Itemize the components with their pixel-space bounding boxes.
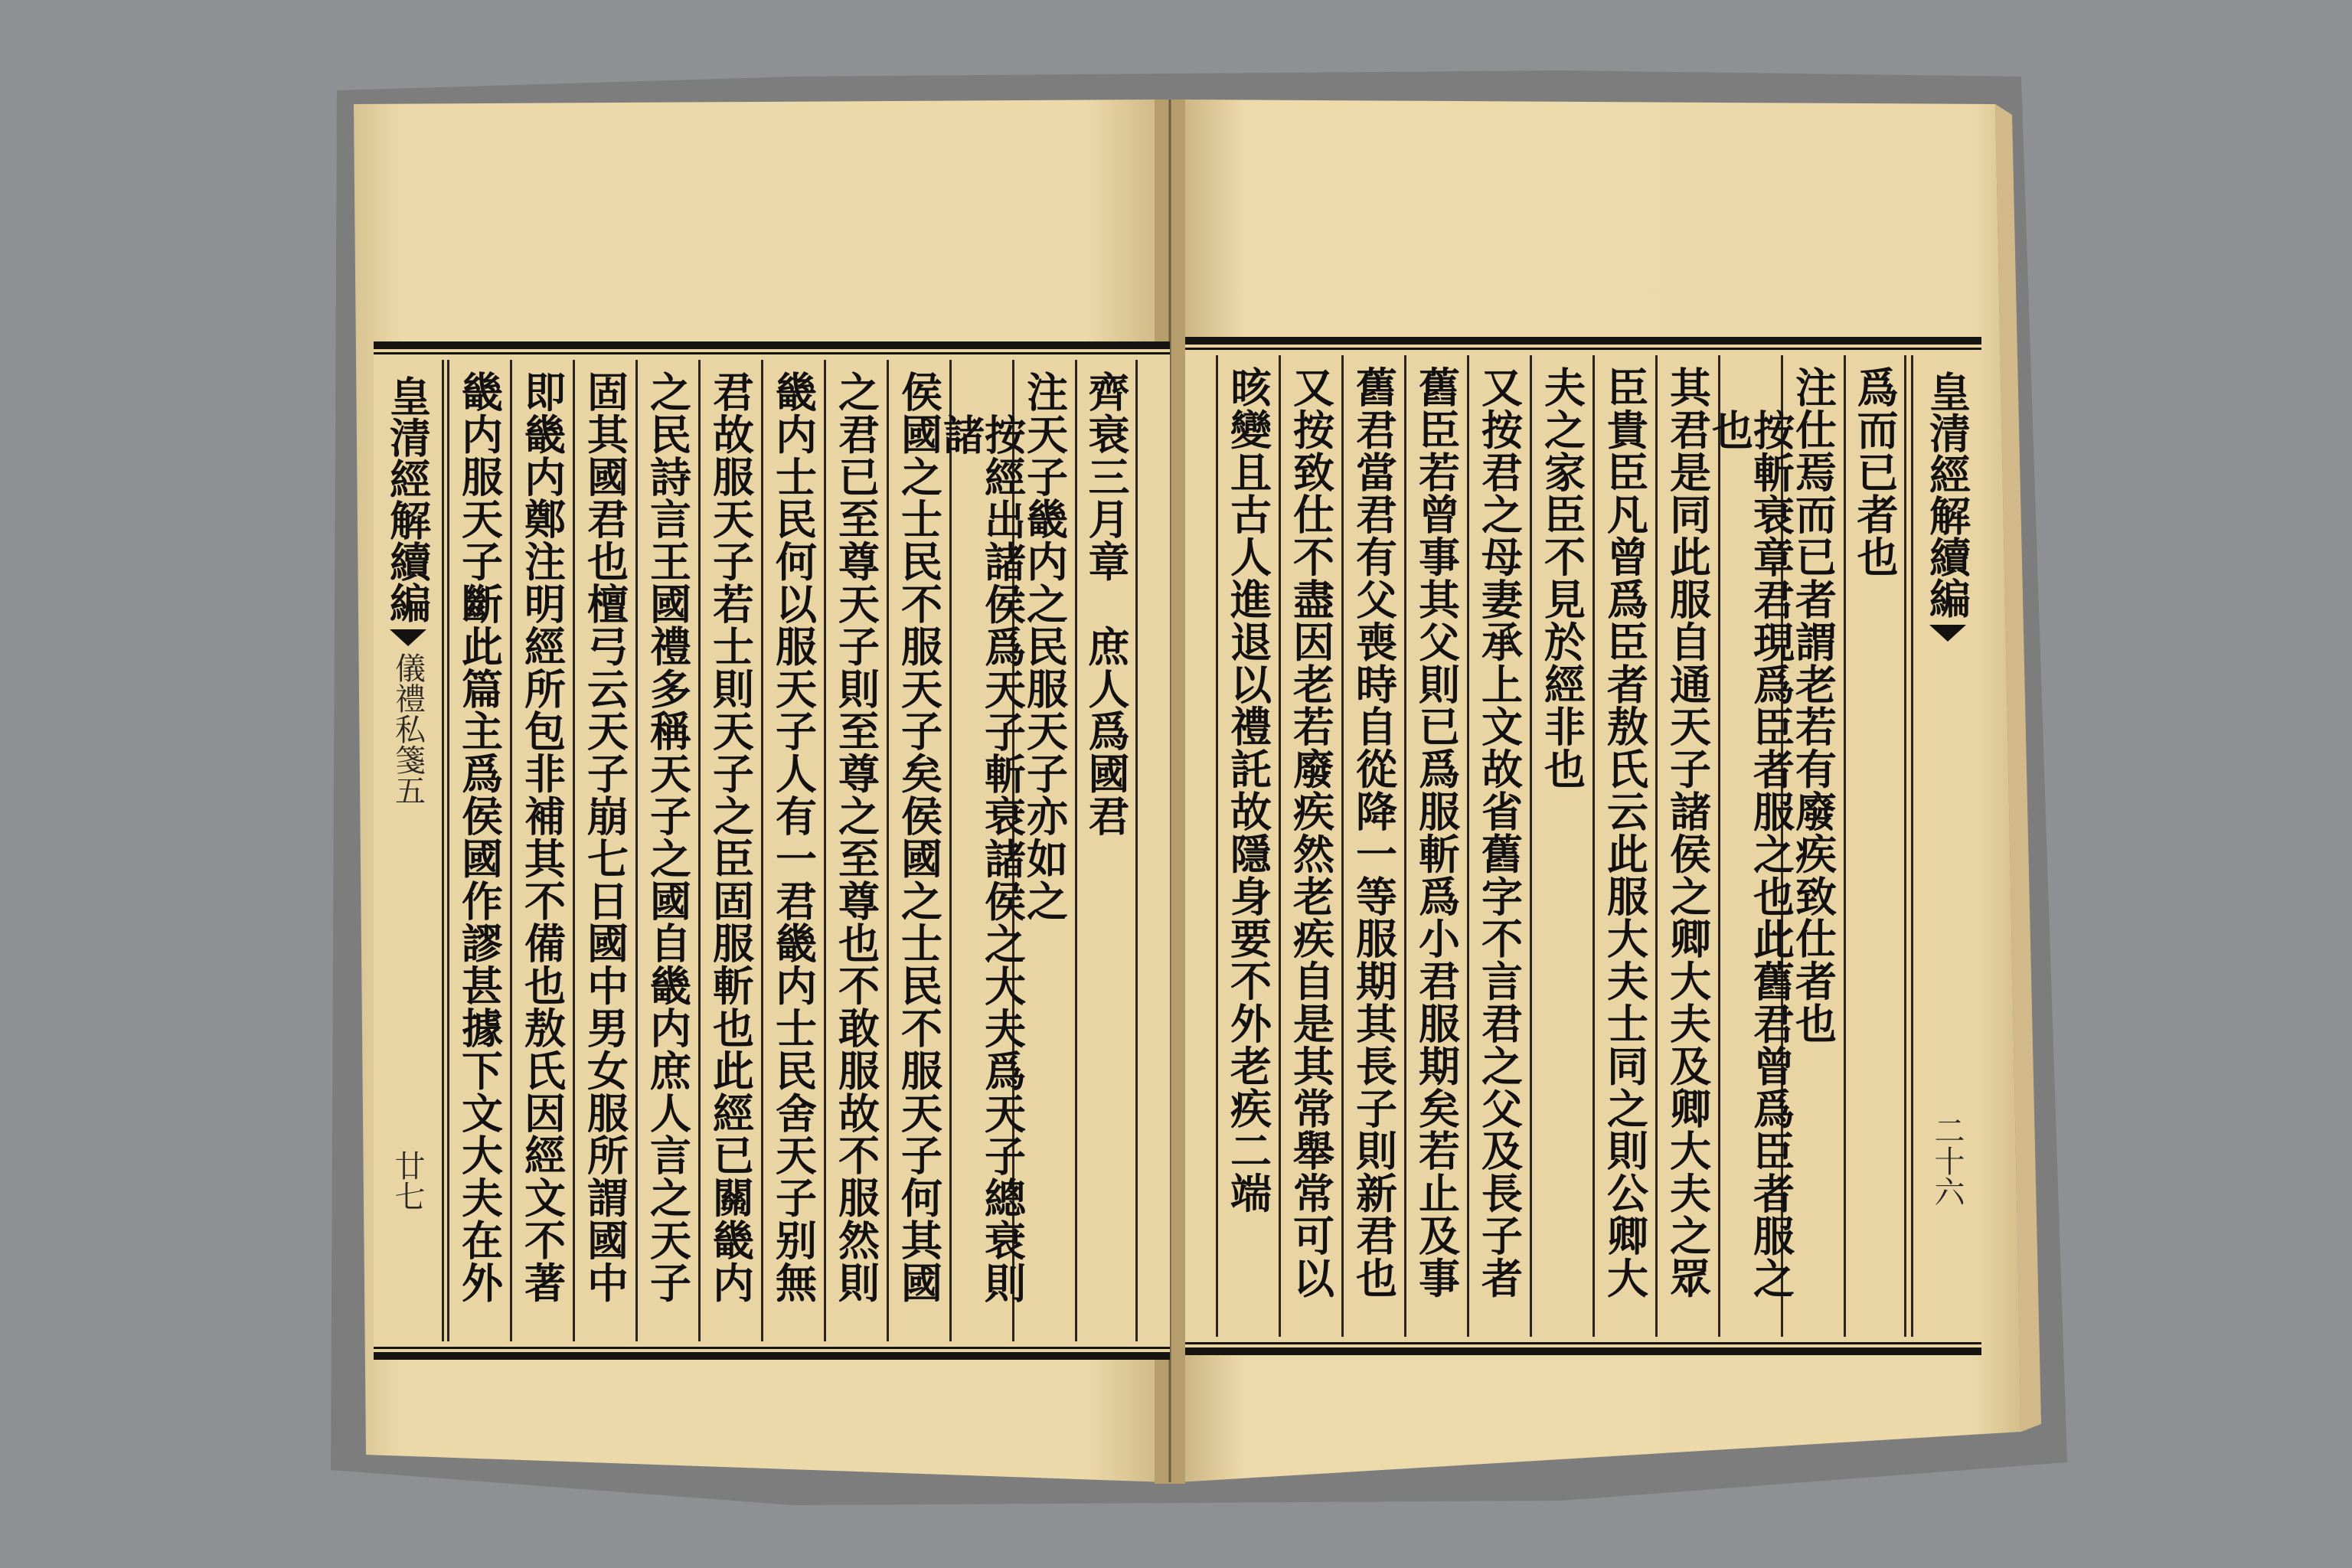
right-page-column <box>1279 355 1341 1337</box>
left-page-column <box>761 360 824 1341</box>
fish-tail-mark-right <box>1929 625 1966 642</box>
column-text: 之民詩言王國禮多稱天子之國自畿内庶人言之天子 <box>643 371 693 1304</box>
left-page-column <box>887 360 949 1341</box>
left-frame-bottom <box>374 1347 1170 1349</box>
column-text: 畿内服天子斷此篇主爲侯國作謬甚據下文大夫在外 <box>455 371 505 1304</box>
column-text: 舊臣若曾事其父則已爲服斬爲小君服期矣若止及事 <box>1412 366 1462 1299</box>
column-text: 之君已至尊天子則至尊之至尊也不敢服故不服然則 <box>831 371 881 1304</box>
right-page-column <box>1530 355 1592 1337</box>
right-text-block <box>1185 337 1981 1355</box>
column-text: 臣貴臣凡曾爲臣者敖氏云此服大夫士同之則公卿大 <box>1600 366 1650 1299</box>
column-text: 齊衰三月章 庶人爲國君 <box>1082 371 1131 838</box>
fish-tail-mark-left <box>390 629 426 646</box>
left-margin-subtitle: 儀禮私箋五 <box>390 652 426 805</box>
right-frame-bottom <box>1185 1342 1981 1344</box>
column-text: 侯國之士民不服天子矣侯國之士民不服天子何其國 <box>894 371 944 1304</box>
column-text: 按經出諸侯爲天子斬衰諸侯之大夫爲天子總衰則諸 <box>936 413 1027 1305</box>
right-page-column <box>1341 355 1404 1337</box>
right-page-column <box>1216 355 1279 1337</box>
column-text: 又按君之母妻承上文故省舊字不言君之父及長子者 <box>1475 366 1524 1299</box>
right-page-column <box>1404 355 1467 1337</box>
right-page-column <box>1467 355 1530 1337</box>
column-text: 夫之家臣不見於經非也 <box>1537 366 1587 790</box>
right-frame-top <box>1185 348 1981 350</box>
right-margin-title: 皇清經解續編 <box>1922 371 1972 619</box>
column-text: 注天子畿内之民服天子亦如之 <box>1020 371 1070 923</box>
column-text: 爲而已者也 <box>1851 366 1900 578</box>
column-text: 即畿内鄭注明經所包非補其不備也敖氏因經文不著 <box>518 371 567 1304</box>
right-page-number: 二十六 <box>1929 1115 1965 1207</box>
column-text: 按斬衰章君現爲臣者服之也此舊君曾爲臣者服之也 <box>1705 409 1796 1300</box>
right-page-column <box>1655 355 1718 1337</box>
left-page-column <box>936 360 1027 1341</box>
right-page-column <box>1705 355 1796 1337</box>
column-text: 畿内士民何以服天子人有一君畿内士民舍天子别無 <box>769 371 818 1304</box>
column-text: 注仕焉而已者謂老若有廢疾致仕者也 <box>1788 366 1838 1045</box>
right-margin-strip <box>1911 355 1981 1337</box>
column-text: 舊君當君有父喪時自從降一等服期其長子則新君也 <box>1349 366 1399 1299</box>
left-page-column <box>573 360 635 1341</box>
left-page-number: 廿七 <box>390 1150 425 1211</box>
column-text: 其君是同此服自通天子諸侯之卿大夫及卿大夫之眾 <box>1663 366 1713 1299</box>
left-page-column <box>1075 360 1138 1341</box>
left-page-column <box>698 360 761 1341</box>
column-text: 君故服天子若士則天子之臣固服斬也此經已關畿内 <box>706 371 756 1304</box>
left-page-column <box>635 360 698 1341</box>
left-page-column <box>447 360 510 1341</box>
right-page-column <box>1844 355 1906 1337</box>
column-text: 固其國君也檀弓云天子崩七日國中男女服所謂國中 <box>580 371 630 1304</box>
left-margin-title: 皇清經解續編 <box>383 375 433 623</box>
left-margin-strip <box>374 360 444 1341</box>
left-page-column <box>824 360 887 1341</box>
left-page-column <box>510 360 573 1341</box>
right-page-column <box>1592 355 1655 1337</box>
left-frame-top <box>374 352 1170 354</box>
left-text-block <box>374 341 1170 1360</box>
column-text: 又按致仕不盡因老若廢疾然老疾自是其常舉常可以 <box>1286 366 1336 1299</box>
column-text: 晐變且古人進退以禮託故隱身要不外老疾二端 <box>1223 366 1273 1214</box>
